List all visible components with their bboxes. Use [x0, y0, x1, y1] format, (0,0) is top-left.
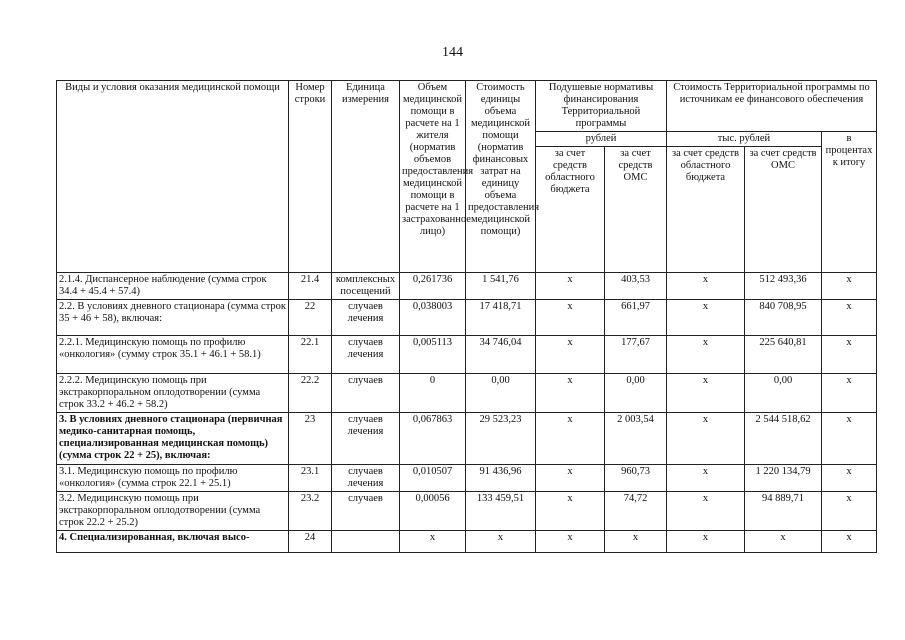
table-body — [57, 273, 877, 553]
table-row — [57, 336, 877, 374]
cell-tp-oms: 512 493,36 — [745, 273, 822, 300]
cell-pc-budget: x — [536, 465, 605, 492]
cell-unit: комплексных посещений — [332, 273, 400, 300]
cell-tp-budget: x — [667, 465, 745, 492]
cell-cost: 17 418,71 — [466, 300, 536, 336]
cell-volume: x — [400, 531, 466, 553]
cell-tp-budget: x — [667, 300, 745, 336]
cell-pc-budget: x — [536, 300, 605, 336]
header-pc-budget: за счет средств областного бюджета — [536, 147, 605, 273]
header-thous-rubles: тыс. рублей — [667, 132, 822, 147]
cell-volume: 0,038003 — [400, 300, 466, 336]
header-row-number: Номер строки — [289, 81, 332, 273]
cell-name: 2.2. В условиях дневного стационара (сумма строк 35 + 46 + 58), включая: — [57, 300, 289, 336]
header-cost: Стоимость единицы объема медицинской помощи (норматив финансовых затрат на единицу объема предоставления медицинской помощи) — [466, 81, 536, 273]
cell-cost: 0,00 — [466, 374, 536, 413]
cell-tp-budget: x — [667, 413, 745, 465]
cell-cost: 133 459,51 — [466, 492, 536, 531]
cell-pc-oms: 960,73 — [605, 465, 667, 492]
header-percent: в процентах к итогу — [822, 132, 877, 273]
cell-percent: x — [822, 300, 877, 336]
cell-pc-oms: 661,97 — [605, 300, 667, 336]
header-rubles: рублей — [536, 132, 667, 147]
cell-name: 3.2. Медицинскую помощь при экстракорпоральном оплодотворении (сумма строк 22.2 + 25.2) — [57, 492, 289, 531]
header-per-capita: Подушевые нормативы финансирования Территориальной программы — [536, 81, 667, 132]
cell-volume: 0,005113 — [400, 336, 466, 374]
cell-tp-oms: 0,00 — [745, 374, 822, 413]
cell-tp-budget: x — [667, 273, 745, 300]
cell-pc-budget: x — [536, 374, 605, 413]
cell-unit: случаев лечения — [332, 336, 400, 374]
cell-row-number: 22.2 — [289, 374, 332, 413]
cell-percent: x — [822, 336, 877, 374]
cell-pc-budget: x — [536, 413, 605, 465]
cell-name: 3.1. Медицинскую помощь по профилю «онкология» (сумма строк 22.1 + 25.1) — [57, 465, 289, 492]
cell-unit: случаев лечения — [332, 465, 400, 492]
cell-row-number: 23.2 — [289, 492, 332, 531]
cell-tp-oms: 94 889,71 — [745, 492, 822, 531]
cell-volume: 0 — [400, 374, 466, 413]
cell-unit: случаев лечения — [332, 413, 400, 465]
header-volume: Объем медицинской помощи в расчете на 1 жителя (норматив объемов предоставления медицинской помощи в расчете на 1 застрахованное лицо) — [400, 81, 466, 273]
cell-volume: 0,010507 — [400, 465, 466, 492]
cell-cost: 34 746,04 — [466, 336, 536, 374]
cell-cost: x — [466, 531, 536, 553]
cell-tp-budget: x — [667, 374, 745, 413]
cell-name: 3. В условиях дневного стационара (первичная медико-санитарная помощь, специализированная медицинская помощь) (сумма строк 22 + 25), включая: — [57, 413, 289, 465]
cell-unit: случаев лечения — [332, 300, 400, 336]
cell-row-number: 24 — [289, 531, 332, 553]
cell-tp-budget: x — [667, 336, 745, 374]
cell-row-number: 22 — [289, 300, 332, 336]
cell-pc-budget: x — [536, 273, 605, 300]
cell-name: 4. Специализированная, включая высо- — [57, 531, 289, 553]
cell-pc-oms: x — [605, 531, 667, 553]
cell-row-number: 22.1 — [289, 336, 332, 374]
cell-pc-budget: x — [536, 531, 605, 553]
cell-name: 2.2.2. Медицинскую помощь при экстракорпоральном оплодотворении (сумма строк 33.2 + 46.2 + 58.2) — [57, 374, 289, 413]
cell-pc-budget: x — [536, 492, 605, 531]
header-pc-oms: за счет средств ОМС — [605, 147, 667, 273]
cell-unit: случаев — [332, 374, 400, 413]
cell-name: 2.1.4. Диспансерное наблюдение (сумма строк 34.4 + 45.4 + 57.4) — [57, 273, 289, 300]
cell-cost: 91 436,96 — [466, 465, 536, 492]
cell-cost: 1 541,76 — [466, 273, 536, 300]
medical-care-table — [56, 80, 877, 553]
cell-volume: 0,261736 — [400, 273, 466, 300]
header-type: Виды и условия оказания медицинской помощи — [57, 81, 289, 273]
cell-volume: 0,067863 — [400, 413, 466, 465]
table-row — [57, 413, 877, 465]
cell-name: 2.2.1. Медицинскую помощь по профилю «онкология» (сумму строк 35.1 + 46.1 + 58.1) — [57, 336, 289, 374]
cell-tp-budget: x — [667, 531, 745, 553]
table-row — [57, 465, 877, 492]
cell-percent: x — [822, 273, 877, 300]
cell-pc-oms: 2 003,54 — [605, 413, 667, 465]
cell-unit: случаев — [332, 492, 400, 531]
table-row — [57, 300, 877, 336]
cell-tp-oms: 1 220 134,79 — [745, 465, 822, 492]
table-row — [57, 273, 877, 300]
cell-row-number: 23 — [289, 413, 332, 465]
header-tp-budget: за счет средств областного бюджета — [667, 147, 745, 273]
cell-pc-oms: 0,00 — [605, 374, 667, 413]
cell-percent: x — [822, 492, 877, 531]
page-number: 144 — [442, 45, 463, 60]
cell-pc-oms: 177,67 — [605, 336, 667, 374]
cell-tp-oms: 225 640,81 — [745, 336, 822, 374]
cell-tp-oms: 840 708,95 — [745, 300, 822, 336]
cell-volume: 0,00056 — [400, 492, 466, 531]
table-row — [57, 492, 877, 531]
cell-pc-budget: x — [536, 336, 605, 374]
cell-pc-oms: 403,53 — [605, 273, 667, 300]
cell-percent: x — [822, 374, 877, 413]
cell-unit — [332, 531, 400, 553]
cell-cost: 29 523,23 — [466, 413, 536, 465]
cell-tp-budget: x — [667, 492, 745, 531]
table-row — [57, 531, 877, 553]
cell-tp-oms: 2 544 518,62 — [745, 413, 822, 465]
cell-row-number: 23.1 — [289, 465, 332, 492]
header-unit: Единица измерения — [332, 81, 400, 273]
header-program-cost: Стоимость Территориальной программы по источникам ее финансового обеспечения — [667, 81, 877, 132]
cell-percent: x — [822, 465, 877, 492]
cell-tp-oms: x — [745, 531, 822, 553]
cell-percent: x — [822, 531, 877, 553]
cell-row-number: 21.4 — [289, 273, 332, 300]
cell-pc-oms: 74,72 — [605, 492, 667, 531]
table-row — [57, 374, 877, 413]
header-tp-oms: за счет средств ОМС — [745, 147, 822, 273]
cell-percent: x — [822, 413, 877, 465]
